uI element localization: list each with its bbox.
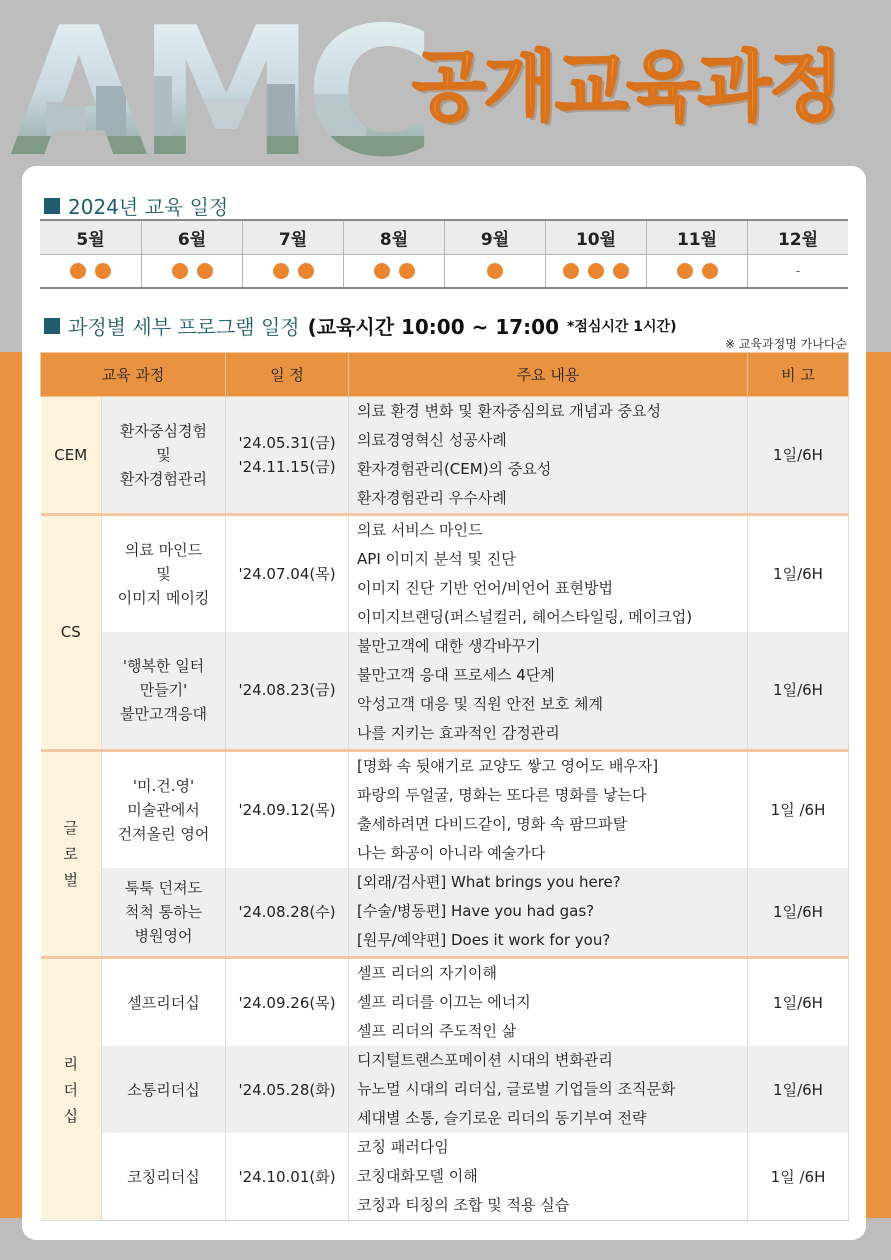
content-cell [349, 397, 748, 515]
date-line: '24.08.28(수) [238, 902, 336, 921]
square-bullet-icon [44, 198, 60, 214]
session-dot-icon [197, 263, 213, 279]
session-dot-icon [70, 263, 86, 279]
content-line: 디지털트랜스포메이션 시대의 변화관리 [357, 1051, 613, 1069]
content-cell [349, 1046, 748, 1133]
date-cell [226, 750, 349, 868]
memo-cell: 1일 /6H [748, 750, 849, 868]
date-cell [226, 868, 349, 958]
program-section-title [44, 311, 676, 340]
content-line: 불만고객에 대한 생각바꾸기 [357, 637, 541, 656]
month-sessions [546, 255, 646, 287]
month-label: 7월 [243, 221, 343, 255]
session-dot-icon [613, 263, 629, 279]
date-line: '24.05.31(금) [238, 434, 336, 452]
course-name-line: '행복한 일터 [122, 657, 205, 676]
content-line: [외래/검사편] What brings you here? [357, 873, 621, 892]
month-sessions [647, 255, 747, 287]
month-label: 11월 [647, 221, 747, 255]
category-label: CS [60, 623, 81, 642]
category-label: 리더십 [63, 1054, 78, 1125]
month-sessions [142, 255, 242, 287]
schedule-title-text: 2024년 교육 일정 [68, 195, 229, 219]
session-dot-icon [399, 263, 415, 279]
content-line: 의료 서비스 마인드 [357, 521, 483, 539]
month-sessions [344, 255, 444, 287]
date-line: '24.09.26(목) [238, 993, 336, 1012]
content-line: 나는 화공이 아니라 예술가다 [357, 843, 546, 862]
month-label: 5월 [40, 221, 141, 255]
content-line: [수술/병동편] Have you had gas? [357, 902, 595, 921]
category-cell [41, 515, 102, 751]
monthly-schedule-table [40, 219, 848, 289]
memo-cell: 1일/6H [748, 397, 849, 515]
course-name-cell [102, 1046, 226, 1133]
content-line: 환자경험관리(CEM)의 중요성 [357, 460, 552, 478]
course-name-cell [102, 515, 226, 633]
program-title-text: 과정별 세부 프로그램 일정 [68, 315, 300, 339]
date-line: '24.11.15(금) [238, 458, 336, 476]
category-cell [41, 750, 102, 958]
content-cell [349, 632, 748, 750]
month-sessions [445, 255, 545, 287]
memo-cell: 1일/6H [748, 1046, 849, 1133]
course-name-line: 병원영어 [134, 926, 193, 945]
content-line: 이미지브랜딩(퍼스널컬러, 헤어스타일링, 메이크업) [357, 608, 693, 626]
course-name-line: 만들기' [139, 681, 188, 700]
content-line: 나를 지키는 효과적인 감정관리 [357, 724, 560, 743]
month-column [747, 221, 848, 287]
month-column [444, 221, 545, 287]
month-sessions [243, 255, 343, 287]
session-dot-icon [487, 263, 503, 279]
content-line: 환자경험관리 우수사례 [357, 489, 507, 507]
course-name-line: 툭툭 던져도 [124, 878, 203, 897]
content-line: 뉴노멀 시대의 리더십, 글로벌 기업들의 조직문화 [357, 1080, 676, 1098]
memo-cell: 1일/6H [748, 632, 849, 750]
course-name-line: 환자중심경험 [120, 422, 207, 440]
month-label: 10월 [546, 221, 646, 255]
content-cell [349, 1133, 748, 1221]
month-label: 9월 [445, 221, 545, 255]
content-line: 셀프 리더를 이끄는 에너지 [357, 993, 531, 1011]
content-cell [349, 750, 748, 868]
program-row [41, 515, 849, 633]
category-cell [41, 397, 102, 515]
content-line: 불만고객 응대 프로세스 4단계 [357, 666, 555, 685]
memo-cell: 1일/6H [748, 958, 849, 1047]
memo-cell: 1일/6H [748, 515, 849, 633]
content-line: [원무/예약편] Does it work for you? [357, 931, 611, 950]
course-name-line: 소통리더십 [127, 1080, 200, 1099]
date-line: '24.08.23(금) [238, 681, 336, 700]
lunch-label: *점심시간 1시간) [567, 318, 677, 335]
header-date: 일 정 [226, 353, 349, 397]
content-line: [명화 속 뒷얘기로 교양도 쌓고 영어도 배우자] [357, 756, 659, 775]
square-bullet-icon [44, 318, 60, 334]
course-name-line: 셀프리더십 [127, 993, 200, 1012]
header-content: 주요 내용 [349, 353, 748, 397]
content-line: 코칭대화모델 이해 [357, 1167, 478, 1185]
course-name-line: 및 [156, 565, 171, 583]
month-label: 8월 [344, 221, 444, 255]
program-row [41, 1046, 849, 1133]
program-row [41, 397, 849, 515]
content-cell [349, 868, 748, 958]
course-name-cell [102, 397, 226, 515]
program-row [41, 632, 849, 750]
content-line: 셀프 리더의 자기이해 [357, 964, 497, 982]
category-label: 글로벌 [63, 818, 78, 889]
content-line: 코칭과 티칭의 조합 및 적용 실습 [357, 1196, 570, 1214]
course-name-line: 이미지 메이킹 [117, 589, 210, 607]
month-sessions [40, 255, 141, 287]
course-name-line: 및 [156, 446, 171, 464]
course-name-line: 미술관에서 [127, 800, 200, 819]
month-sessions [748, 255, 848, 287]
sort-note: ※ 교육과정명 가나다순 [724, 337, 847, 351]
program-row [41, 1133, 849, 1221]
schedule-section-title [44, 191, 228, 220]
month-column [40, 221, 141, 287]
content-line: 셀프 리더의 주도적인 삶 [357, 1022, 517, 1040]
header-memo: 비 고 [748, 353, 849, 397]
session-dot-icon [374, 263, 390, 279]
course-name-line: '미.건.영' [132, 776, 195, 795]
banner-title: 공개교육과정 [412, 42, 841, 131]
date-cell [226, 515, 349, 633]
session-dot-icon [172, 263, 188, 279]
month-label: 6월 [142, 221, 242, 255]
no-session-mark: - [795, 263, 801, 279]
date-cell [226, 1133, 349, 1221]
date-line: '24.07.04(목) [238, 565, 336, 583]
program-row [41, 750, 849, 868]
program-row [41, 868, 849, 958]
time-label: (교육시간 10:00 ~ 17:00 [307, 315, 559, 339]
content-line: 의료경영혁신 성공사례 [357, 431, 507, 449]
course-name-line: 환자경험관리 [120, 470, 207, 488]
month-column [343, 221, 444, 287]
program-row [41, 958, 849, 1047]
month-label: 12월 [748, 221, 848, 255]
date-line: '24.05.28(화) [238, 1080, 336, 1099]
session-dot-icon [588, 263, 604, 279]
month-column [646, 221, 747, 287]
date-line: '24.10.01(화) [238, 1167, 336, 1186]
header-banner [0, 0, 891, 165]
content-line: 코칭 패러다임 [357, 1138, 449, 1156]
content-line: 출세하려면 다비드같이, 명화 속 팜므파탈 [357, 814, 628, 833]
course-name-cell [102, 958, 226, 1047]
date-cell [226, 632, 349, 750]
date-cell [226, 397, 349, 515]
program-table [40, 352, 849, 1221]
date-line: '24.09.12(목) [238, 800, 336, 819]
content-line: 세대별 소통, 슬기로운 리더의 동기부여 전략 [357, 1109, 647, 1127]
category-cell [41, 958, 102, 1221]
session-dot-icon [677, 263, 693, 279]
amc-logo [6, 6, 426, 161]
month-column [242, 221, 343, 287]
session-dot-icon [563, 263, 579, 279]
category-label: CEM [54, 446, 88, 464]
memo-cell: 1일 /6H [748, 1133, 849, 1221]
date-cell [226, 1046, 349, 1133]
content-cell [349, 515, 748, 633]
month-column [141, 221, 242, 287]
course-name-line: 의료 마인드 [124, 541, 203, 559]
content-line: 악성고객 대응 및 직원 안전 보호 체계 [357, 695, 603, 714]
month-column [545, 221, 646, 287]
content-line: 의료 환경 변화 및 환자중심의료 개념과 중요성 [357, 402, 661, 420]
course-name-cell [102, 1133, 226, 1221]
session-dot-icon [95, 263, 111, 279]
course-name-cell [102, 750, 226, 868]
course-name-cell [102, 868, 226, 958]
session-dot-icon [298, 263, 314, 279]
session-dot-icon [273, 263, 289, 279]
course-name-cell [102, 632, 226, 750]
content-line: 파랑의 두얼굴, 명화는 또다른 명화를 낳는다 [357, 785, 647, 804]
content-line: 이미지 진단 기반 언어/비언어 표현방법 [357, 579, 613, 597]
date-cell [226, 958, 349, 1047]
memo-cell: 1일/6H [748, 868, 849, 958]
course-name-line: 건져올린 영어 [117, 824, 210, 843]
course-name-line: 불만고객응대 [120, 705, 207, 724]
course-name-line: 코칭리더십 [127, 1167, 200, 1186]
header-course: 교육 과정 [41, 353, 226, 397]
course-name-line: 척척 통하는 [124, 902, 203, 921]
content-cell [349, 958, 748, 1047]
table-header-row [41, 353, 849, 397]
session-dot-icon [702, 263, 718, 279]
content-line: API 이미지 분석 및 진단 [357, 550, 516, 568]
